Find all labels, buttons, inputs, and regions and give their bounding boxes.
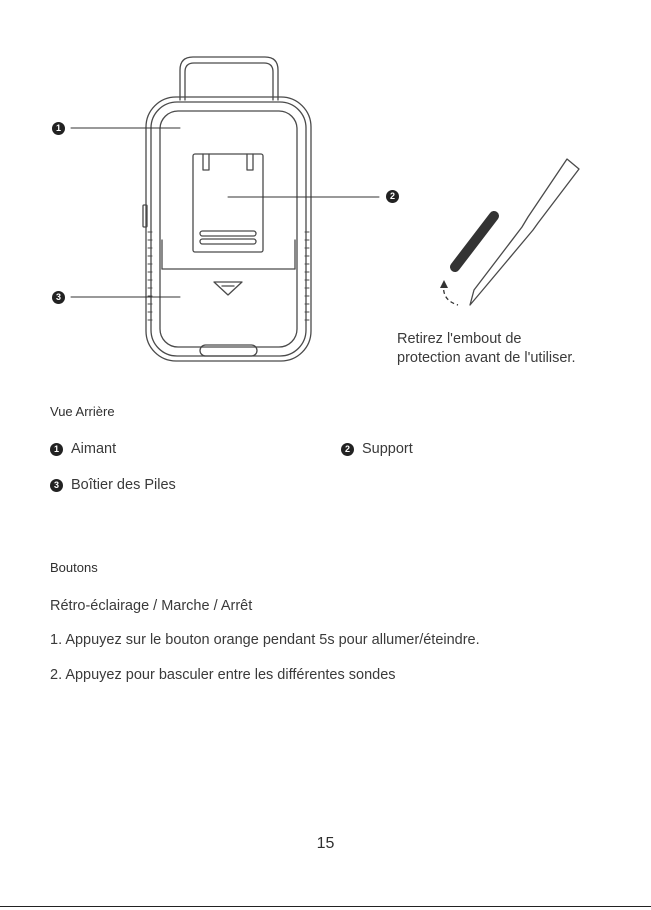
legend-item-magnet (50, 441, 116, 457)
legend-num-3: 3 (50, 479, 63, 492)
legend-label-battery: Boîtier des Piles (71, 477, 176, 493)
probe-illustration (440, 159, 579, 305)
buttons-step-1: 1. Appuyez sur le bouton orange pendant 5s pour allumer/éteindre. (50, 632, 480, 648)
legend-label-magnet: Aimant (71, 441, 117, 457)
probe-cap-note-line-2: protection avant de l'utiliser. (397, 350, 576, 366)
legend-num-1: 1 (50, 443, 63, 456)
legend-label-support: Support (362, 441, 413, 457)
page-number: 15 (316, 835, 335, 852)
legend-item-support (341, 441, 413, 457)
probe-cap-note (397, 330, 575, 368)
back-view-title: Vue Arrière (50, 404, 115, 419)
legend-item-battery (50, 477, 176, 493)
buttons-subtitle: Rétro-éclairage / Marche / Arrêt (50, 598, 253, 614)
buttons-step-2: 2. Appuyez pour basculer entre les différentes sondes (50, 667, 396, 683)
callout-3: 3 (52, 291, 65, 304)
callout-2: 2 (386, 190, 399, 203)
bottom-rule (0, 906, 651, 907)
legend-num-2: 2 (341, 443, 354, 456)
callout-1: 1 (52, 122, 65, 135)
buttons-title: Boutons (50, 560, 98, 575)
probe-cap-note-line-1: Retirez l'embout de (397, 331, 522, 347)
